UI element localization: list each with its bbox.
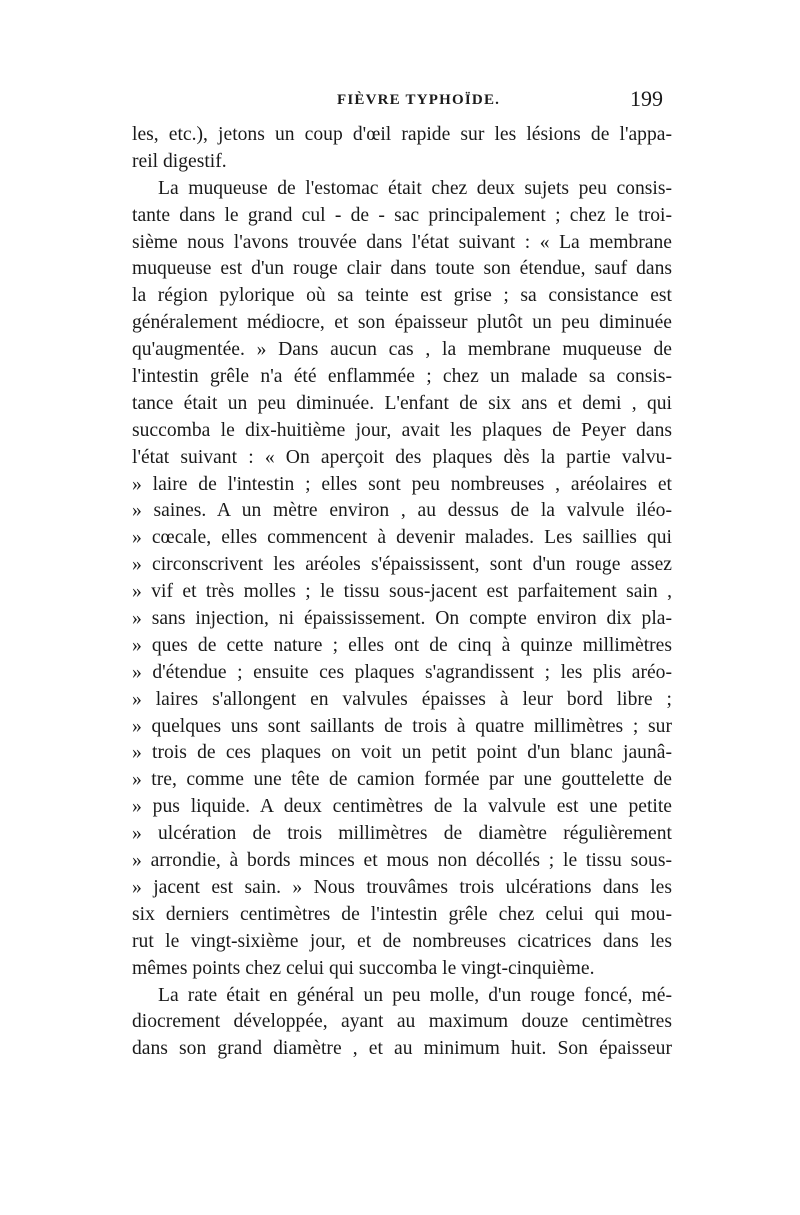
- text-line: » jacent est sain. » Nous trouvâmes trois ulcérations dans les: [132, 876, 672, 898]
- text-line: » pus liquide. A deux centimètres de la valvule est une petite: [132, 796, 672, 818]
- text-line: généralement médiocre, et son épaisseur plutôt un peu diminuée: [132, 312, 672, 334]
- text-line: les, etc.), jetons un coup d'œil rapide sur les lésions de l'appa-: [132, 124, 672, 145]
- text-line: succomba le dix-huitième jour, avait les plaques de Peyer dans: [132, 419, 672, 441]
- text-line: » saines. A un mètre environ , au dessus de la valvule iléo-: [132, 500, 672, 522]
- text-line: rut le vingt-sixième jour, et de nombreuses cicatrices dans les: [132, 930, 672, 952]
- text-line: » d'étendue ; ensuite ces plaques s'agrandissent ; les plis aréo-: [132, 661, 672, 683]
- text-line: diocrement développée, ayant au maximum douze centimètres: [132, 1011, 672, 1033]
- text-line: » ulcération de trois millimètres de diamètre régulièrement: [132, 823, 672, 845]
- body-text: [132, 122, 672, 1063]
- text-line: l'état suivant : « On aperçoit des plaques dès la partie valvu-: [132, 446, 672, 468]
- text-line: six derniers centimètres de l'intestin grêle chez celui qui mou-: [132, 903, 672, 925]
- running-title: FIÈVRE TYPHOÏDE.: [337, 92, 501, 108]
- text-line: » laire de l'intestin ; elles sont peu nombreuses , aréolaires et: [132, 473, 672, 495]
- text-line: » sans injection, ni épaississement. On compte environ dix pla-: [132, 608, 672, 630]
- text-line: » tre, comme une tête de camion formée par une gouttelette de: [132, 769, 672, 791]
- text-line: » laires s'allongent en valvules épaisses à leur bord libre ;: [132, 688, 672, 710]
- text-line: » cœcale, elles commencent à devenir malades. Les saillies qui: [132, 527, 672, 549]
- text-line: la région pylorique où sa teinte est grise ; sa consistance est: [132, 285, 672, 307]
- text-line: tance était un peu diminuée. L'enfant de six ans et demi , qui: [132, 392, 672, 414]
- text-line: sième nous l'avons trouvée dans l'état suivant : « La membrane: [132, 231, 672, 253]
- text-line: » trois de ces plaques on voit un petit point d'un blanc jaunâ-: [132, 742, 672, 764]
- text-line: La muqueuse de l'estomac était chez deux sujets peu consis-: [158, 177, 672, 199]
- text-line: l'intestin grêle n'a été enflammée ; chez un malade sa consis-: [132, 366, 672, 388]
- text-line: mêmes points chez celui qui succomba le vingt-cinquième.: [132, 957, 595, 979]
- page-number: 199: [630, 86, 663, 111]
- text-line: » arrondie, à bords minces et mous non décollés ; le tissu sous-: [132, 850, 672, 872]
- text-line: » quelques uns sont saillants de trois à quatre millimètres ; sur: [132, 715, 672, 737]
- text-line: tante dans le grand cul - de - sac principalement ; chez le troi-: [132, 204, 672, 226]
- text-line: La rate était en général un peu molle, d'un rouge foncé, mé-: [158, 984, 672, 1006]
- text-line: reil digestif.: [132, 150, 227, 172]
- text-line: » vif et très molles ; le tissu sous-jacent est parfaitement sain ,: [132, 581, 672, 603]
- text-line: » circonscrivent les aréoles s'épaississent, sont d'un rouge assez: [132, 554, 672, 576]
- text-line: qu'augmentée. » Dans aucun cas , la membrane muqueuse de: [132, 339, 672, 361]
- text-line: dans son grand diamètre , et au minimum huit. Son épaisseur: [132, 1038, 672, 1060]
- text-line: » ques de cette nature ; elles ont de cinq à quinze millimètres: [132, 634, 672, 656]
- text-line: muqueuse est d'un rouge clair dans toute son étendue, sauf dans: [132, 258, 672, 280]
